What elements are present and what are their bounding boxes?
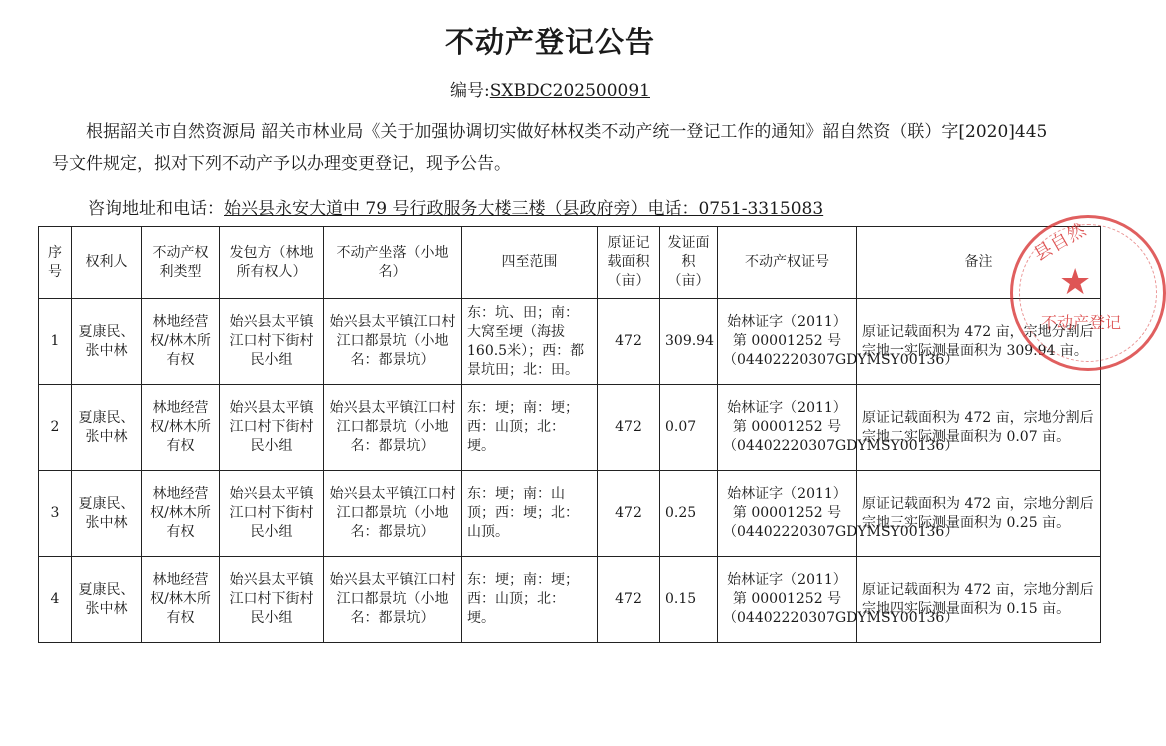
cell-original-area: 472	[598, 385, 660, 471]
cell-remarks: 原证记载面积为 472 亩，宗地分割后宗地一实际测量面积为 309.94 亩。	[857, 299, 1101, 385]
document-title: 不动产登记公告	[444, 25, 655, 59]
seal-bottom-text: 不动产登记	[1041, 313, 1122, 332]
cell-remarks: 原证记载面积为 472 亩，宗地分割后宗地三实际测量面积为 0.25 亩。	[857, 471, 1101, 557]
cell-right-type: 林地经营权/林木所有权	[142, 299, 220, 385]
cell-boundary: 东：坑、田；南：大窝至埂（海拔160.5米）；西：都景坑田；北：田。	[462, 299, 598, 385]
cell-owner: 夏康民、张中林	[72, 385, 142, 471]
cell-issued-area: 309.94	[660, 299, 718, 385]
cell-location: 始兴县太平镇江口村江口都景坑（小地名：都景坑）	[324, 557, 462, 643]
contact-address: 始兴县永安大道中 79 号行政服务大楼三楼（县政府旁）电话：0751-3315083	[224, 199, 824, 219]
cell-index: 1	[39, 299, 72, 385]
contact-label: 咨询地址和电话：	[88, 199, 224, 219]
registration-table	[38, 226, 1101, 643]
header-contractor: 发包方（林地所有权人）	[220, 227, 324, 299]
doc-number-label: 编号:	[450, 81, 490, 101]
table-row	[39, 471, 1101, 557]
cell-contractor: 始兴县太平镇江口村下街村民小组	[220, 557, 324, 643]
header-cert-no: 不动产权证号	[718, 227, 857, 299]
cell-cert-no: 始林证字（2011）第 00001252 号（04402220307GDYMSY00136）	[718, 557, 857, 643]
cell-issued-area: 0.15	[660, 557, 718, 643]
cell-original-area: 472	[598, 557, 660, 643]
table-row	[39, 299, 1101, 385]
cell-index: 2	[39, 385, 72, 471]
header-issued-area: 发证面积（亩）	[660, 227, 718, 299]
cell-index: 3	[39, 471, 72, 557]
star-icon: ★	[1059, 262, 1092, 303]
doc-number	[0, 76, 1100, 101]
cell-contractor: 始兴县太平镇江口村下街村民小组	[220, 385, 324, 471]
cell-issued-area: 0.07	[660, 385, 718, 471]
cell-remarks: 原证记载面积为 472 亩，宗地分割后宗地二实际测量面积为 0.07 亩。	[857, 385, 1101, 471]
cell-contractor: 始兴县太平镇江口村下街村民小组	[220, 299, 324, 385]
table-row	[39, 557, 1101, 643]
cell-original-area: 472	[598, 471, 660, 557]
header-right-type: 不动产权利类型	[142, 227, 220, 299]
doc-number-value: SXBDC202500091	[489, 81, 650, 101]
header-owner: 权利人	[72, 227, 142, 299]
cell-location: 始兴县太平镇江口村江口都景坑（小地名：都景坑）	[324, 385, 462, 471]
header-remarks: 备注	[857, 227, 1101, 299]
cell-index: 4	[39, 557, 72, 643]
cell-original-area: 472	[598, 299, 660, 385]
cell-cert-no: 始林证字（2011）第 00001252 号（04402220307GDYMSY00136）	[718, 471, 857, 557]
cell-owner: 夏康民、张中林	[72, 471, 142, 557]
table-row	[39, 385, 1101, 471]
cell-boundary: 东：埂；南：山顶；西：埂；北：山顶。	[462, 471, 598, 557]
cell-issued-area: 0.25	[660, 471, 718, 557]
cell-cert-no: 始林证字（2011）第 00001252 号（04402220307GDYMSY00136）	[718, 299, 857, 385]
cell-contractor: 始兴县太平镇江口村下街村民小组	[220, 471, 324, 557]
header-index: 序号	[39, 227, 72, 299]
cell-owner: 夏康民、张中林	[72, 557, 142, 643]
table-header-row	[39, 227, 1101, 299]
header-original-area: 原证记载面积（亩）	[598, 227, 660, 299]
cell-owner: 夏康民、张中林	[72, 299, 142, 385]
header-boundary: 四至范围	[462, 227, 598, 299]
notice-paragraph: 根据韶关市自然资源局 韶关市林业局《关于加强协调切实做好林权类不动产统一登记工作的通知》韶自然资（联）字[2020]445 号文件规定，拟对下列不动产予以办理变更登记，现予公告。	[52, 122, 1048, 174]
cell-right-type: 林地经营权/林木所有权	[142, 385, 220, 471]
cell-location: 始兴县太平镇江口村江口都景坑（小地名：都景坑）	[324, 471, 462, 557]
cell-location: 始兴县太平镇江口村江口都景坑（小地名：都景坑）	[324, 299, 462, 385]
header-location: 不动产坐落（小地名）	[324, 227, 462, 299]
cell-right-type: 林地经营权/林木所有权	[142, 557, 220, 643]
cell-cert-no: 始林证字（2011）第 00001252 号（04402220307GDYMSY00136）	[718, 385, 857, 471]
contact-line	[88, 194, 823, 219]
cell-boundary: 东：埂；南：埂；西：山顶；北：埂。	[462, 557, 598, 643]
seal-top-text: 县自然	[1030, 218, 1091, 266]
cell-boundary: 东：埂；南：埂；西：山顶；北：埂。	[462, 385, 598, 471]
cell-remarks: 原证记载面积为 472 亩，宗地分割后宗地四实际测量面积为 0.15 亩。	[857, 557, 1101, 643]
cell-right-type: 林地经营权/林木所有权	[142, 471, 220, 557]
